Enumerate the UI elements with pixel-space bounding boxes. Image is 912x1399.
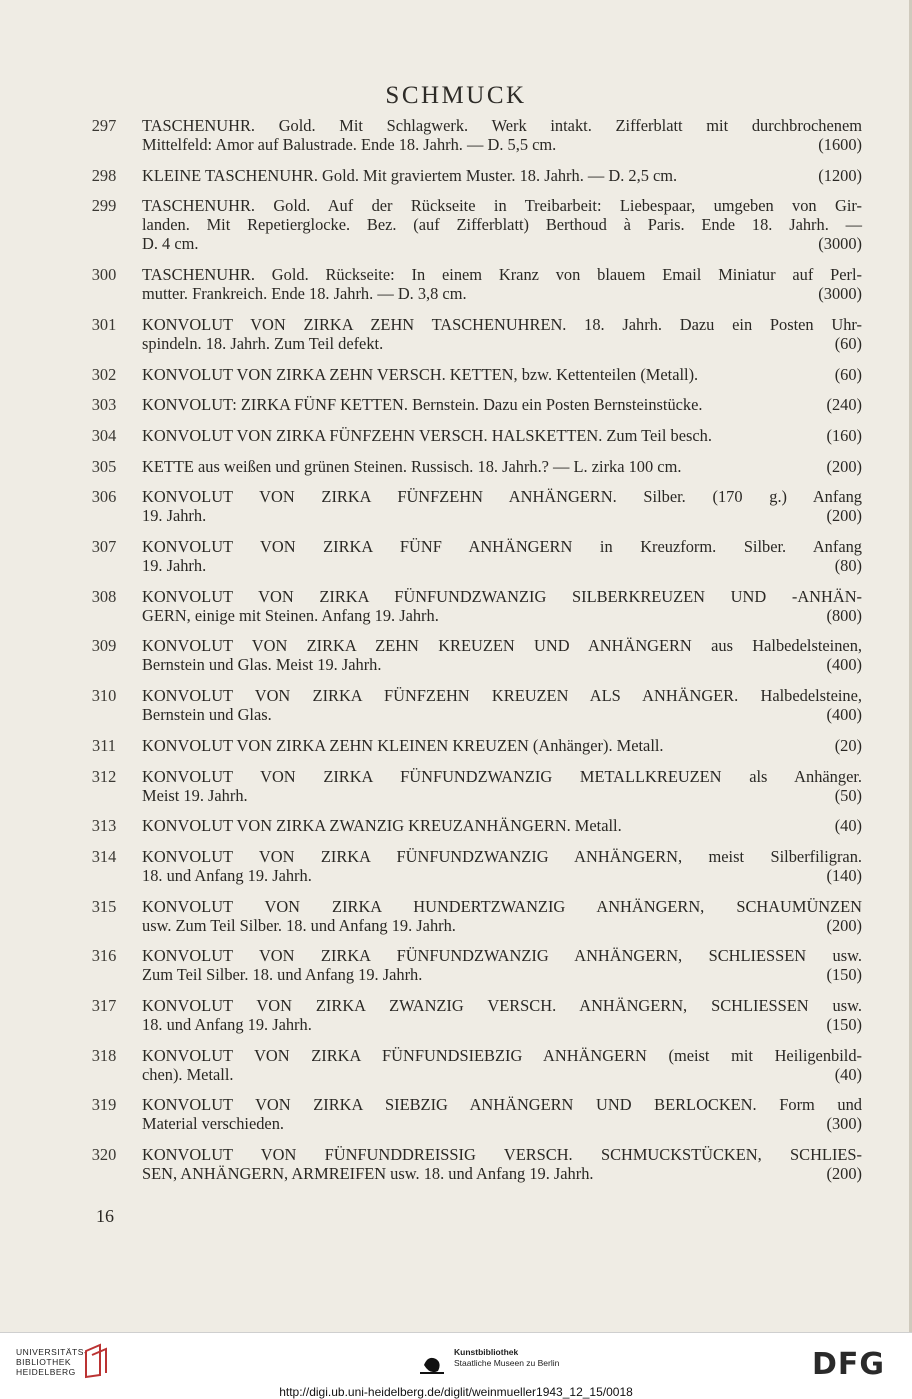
description-last-line (142, 556, 862, 575)
description-last-line (142, 866, 862, 885)
lot-number: 313 (91, 816, 117, 836)
kunstbibliothek-logo-icon (416, 1345, 448, 1381)
description-line: KONVOLUT VON ZIRKA ZWANZIG VERSCH. ANHÄNGERN, SCHLIESSEN usw. (142, 996, 862, 1015)
entry-description (142, 736, 862, 755)
lot-number: 304 (91, 425, 117, 445)
estimate-price: (80) (834, 556, 862, 575)
footer-bar (0, 1332, 912, 1399)
estimate-price: (150) (826, 1015, 862, 1034)
entry-description (142, 897, 862, 935)
estimate-price: (3000) (818, 234, 862, 254)
lot-number: 298 (91, 165, 117, 185)
description-text: 19. Jahrh. (142, 506, 207, 526)
lot-number: 306 (91, 487, 117, 507)
description-line: KONVOLUT VON ZIRKA FÜNFZEHN KREUZEN ALS ANHÄNGER. Halbedelsteine, (142, 686, 862, 706)
entry-description (142, 116, 862, 154)
estimate-price: (200) (826, 1164, 862, 1184)
description-last-line (142, 506, 862, 525)
estimate-price: (60) (834, 364, 862, 384)
estimate-price: (400) (826, 705, 862, 725)
description-last-line (142, 786, 862, 805)
description-line: KONVOLUT VON ZIRKA FÜNF ANHÄNGERN in Kreuzform. Silber. Anfang (142, 537, 862, 556)
entry-description (142, 537, 862, 575)
description-text: 18. und Anfang 19. Jahrh. (142, 1015, 312, 1034)
description-text: usw. Zum Teil Silber. 18. und Anfang 19. Jahrh. (142, 915, 456, 935)
description-line: KONVOLUT VON ZIRKA ZEHN KREUZEN UND ANHÄNGERN aus Halbedelsteinen, (142, 636, 862, 656)
estimate-price: (60) (834, 333, 862, 353)
description-last-line (142, 816, 862, 835)
estimate-price: (3000) (818, 284, 862, 304)
description-last-line (142, 1015, 862, 1034)
lot-number: 301 (91, 314, 117, 334)
entry-description (142, 265, 862, 303)
estimate-price: (40) (834, 816, 862, 836)
page-number: 16 (96, 1206, 114, 1226)
lot-number: 297 (91, 116, 117, 135)
description-text: Material verschieden. (142, 1114, 284, 1134)
entry-description (142, 816, 862, 835)
estimate-price: (1200) (818, 165, 862, 185)
lot-number: 305 (91, 456, 117, 476)
description-last-line (142, 965, 862, 984)
estimate-price: (240) (826, 395, 862, 415)
lot-number: 303 (91, 395, 117, 415)
lot-number: 310 (91, 686, 117, 706)
entry-description (142, 636, 862, 674)
description-last-line (142, 655, 862, 674)
section-heading: SCHMUCK (385, 82, 527, 109)
description-last-line (142, 395, 862, 414)
description-last-line (142, 916, 862, 935)
entry-description (142, 426, 862, 445)
lot-number: 314 (91, 846, 117, 866)
description-line: KONVOLUT VON ZIRKA SIEBZIG ANHÄNGERN UND BERLOCKEN. Form und (142, 1095, 862, 1115)
estimate-price: (160) (826, 425, 862, 445)
description-line: KONVOLUT VON ZIRKA FÜNFZEHN ANHÄNGERN. Silber. (170 g.) Anfang (142, 487, 862, 507)
description-text: SEN, ANHÄNGERN, ARMREIFEN usw. 18. und Anfang 19. Jahrh. (142, 1164, 594, 1184)
description-last-line (142, 166, 862, 185)
lot-number: 312 (91, 766, 117, 786)
description-line: TASCHENUHR. Gold. Mit Schlagwerk. Werk intakt. Zifferblatt mit durchbrochenem (142, 116, 862, 135)
entry-description (142, 946, 862, 984)
lot-number: 318 (91, 1045, 117, 1065)
estimate-price: (40) (834, 1064, 862, 1084)
estimate-price: (200) (826, 915, 862, 935)
estimate-price: (150) (826, 965, 862, 985)
estimate-price: (400) (826, 655, 862, 675)
entry-description (142, 767, 862, 805)
description-line: KONVOLUT VON FÜNFUNDDREISSIG VERSCH. SCHMUCKSTÜCKEN, SCHLIES- (142, 1145, 862, 1165)
source-url[interactable]: http://digi.ub.uni-heidelberg.de/diglit/weinmueller1943_12_15/0018 (279, 1385, 633, 1399)
lot-number: 320 (91, 1145, 117, 1165)
description-text: KONVOLUT VON ZIRKA ZWANZIG KREUZANHÄNGERN. Metall. (142, 816, 622, 836)
description-text: KONVOLUT: ZIRKA FÜNF KETTEN. Bernstein. Dazu ein Posten Bernsteinstücke. (142, 395, 703, 415)
description-line: KONVOLUT VON ZIRKA FÜNFUNDZWANZIG METALLKREUZEN als Anhänger. (142, 766, 862, 786)
entry-description (142, 166, 862, 185)
description-text: Zum Teil Silber. 18. und Anfang 19. Jahrh. (142, 965, 423, 985)
entry-description (142, 457, 862, 476)
description-text: Mittelfeld: Amor auf Balustrade. Ende 18. Jahrh. — D. 5,5 cm. (142, 135, 557, 154)
lot-number: 309 (91, 636, 117, 656)
description-text: Meist 19. Jahrh. (142, 785, 248, 805)
description-last-line (142, 334, 862, 353)
university-library-name: UNIVERSITÄTS- BIBLIOTHEK HEIDELBERG (16, 1347, 88, 1377)
entry-description (142, 686, 862, 724)
description-text: Bernstein und Glas. (142, 705, 272, 725)
description-text: GERN, einige mit Steinen. Anfang 19. Jahrh. (142, 605, 439, 625)
description-last-line (142, 606, 862, 625)
description-text: chen). Metall. (142, 1064, 234, 1084)
description-line: KONVOLUT VON ZIRKA FÜNFUNDZWANZIG SILBERKREUZEN UND -ANHÄN- (142, 586, 862, 606)
lot-number: 311 (92, 735, 116, 755)
lot-number: 307 (91, 537, 117, 556)
entry-description (142, 1046, 862, 1084)
lot-number: 308 (91, 586, 117, 606)
description-text: Bernstein und Glas. Meist 19. Jahrh. (142, 655, 382, 675)
entry-description (142, 1095, 862, 1133)
description-last-line (142, 736, 862, 755)
description-text: 18. und Anfang 19. Jahrh. (142, 865, 312, 885)
lot-number: 316 (91, 946, 117, 966)
lot-number: 302 (91, 364, 117, 384)
description-last-line (142, 365, 862, 384)
lot-number: 319 (91, 1095, 117, 1115)
description-text: KLEINE TASCHENUHR. Gold. Mit graviertem Muster. 18. Jahrh. — D. 2,5 cm. (142, 165, 678, 185)
dfg-logo: DFG (812, 1347, 886, 1382)
description-last-line (142, 1164, 862, 1183)
description-text: mutter. Frankreich. Ende 18. Jahrh. — D. 3,8 cm. (142, 284, 467, 304)
description-text: KETTE aus weißen und grünen Steinen. Russisch. 18. Jahrh.? — L. zirka 100 cm. (142, 456, 682, 476)
description-last-line (142, 135, 862, 154)
description-line: TASCHENUHR. Gold. Rückseite: In einem Kranz von blauem Email Miniatur auf Perl- (142, 265, 862, 285)
description-last-line (142, 705, 862, 724)
description-last-line (142, 457, 862, 476)
description-last-line (142, 1114, 862, 1133)
description-line: KONVOLUT VON ZIRKA FÜNFUNDZWANZIG ANHÄNGERN, meist Silberfiligran. (142, 846, 862, 866)
description-line: KONVOLUT VON ZIRKA HUNDERTZWANZIG ANHÄNGERN, SCHAUMÜNZEN (142, 896, 862, 916)
entry-description (142, 365, 862, 384)
description-line: KONVOLUT VON ZIRKA FÜNFUNDZWANZIG ANHÄNGERN, SCHLIESSEN usw. (142, 946, 862, 966)
lot-number: 317 (91, 996, 117, 1015)
lot-number: 315 (91, 896, 117, 916)
description-last-line (142, 284, 862, 303)
estimate-price: (800) (826, 605, 862, 625)
description-last-line (142, 426, 862, 445)
entry-description (142, 1145, 862, 1183)
description-last-line (142, 234, 862, 253)
description-line: TASCHENUHR. Gold. Auf der Rückseite in Treibarbeit: Liebespaar, umgeben von Gir- (142, 196, 862, 216)
estimate-price: (50) (834, 785, 862, 805)
estimate-price: (20) (834, 735, 862, 755)
entry-description (142, 487, 862, 525)
description-text: KONVOLUT VON ZIRKA ZEHN KLEINEN KREUZEN (Anhänger). Metall. (142, 735, 664, 755)
description-line: landen. Mit Repetierglocke. Bez. (auf Zifferblatt) Berthoud à Paris. Ende 18. Jahrh. — (142, 215, 862, 235)
estimate-price: (140) (826, 865, 862, 885)
entry-description (142, 587, 862, 625)
description-last-line (142, 1065, 862, 1084)
description-text: spindeln. 18. Jahrh. Zum Teil defekt. (142, 333, 384, 353)
description-text: 19. Jahrh. (142, 556, 207, 575)
lot-number: 299 (91, 196, 117, 216)
entry-description (142, 847, 862, 885)
university-logo-icon (82, 1343, 112, 1379)
description-line: KONVOLUT VON ZIRKA FÜNFUNDSIEBZIG ANHÄNGERN (meist mit Heiligenbild- (142, 1045, 862, 1065)
lot-number: 300 (91, 265, 117, 285)
description-text: KONVOLUT VON ZIRKA ZEHN VERSCH. KETTEN, bzw. Kettenteilen (Metall). (142, 364, 699, 384)
estimate-price: (200) (826, 506, 862, 526)
entry-description (142, 196, 862, 253)
description-text: D. 4 cm. (142, 234, 199, 254)
description-line: KONVOLUT VON ZIRKA ZEHN TASCHENUHREN. 18. Jahrh. Dazu ein Posten Uhr- (142, 314, 862, 334)
entry-description (142, 315, 862, 353)
entry-description (142, 996, 862, 1034)
estimate-price: (300) (826, 1114, 862, 1134)
description-text: KONVOLUT VON ZIRKA FÜNFZEHN VERSCH. HALSKETTEN. Zum Teil besch. (142, 425, 712, 445)
estimate-price: (1600) (818, 135, 862, 154)
entry-description (142, 395, 862, 414)
estimate-price: (200) (826, 456, 862, 476)
kunstbibliothek-name: Kunstbibliothek Staatliche Museen zu Berlin (454, 1347, 560, 1368)
